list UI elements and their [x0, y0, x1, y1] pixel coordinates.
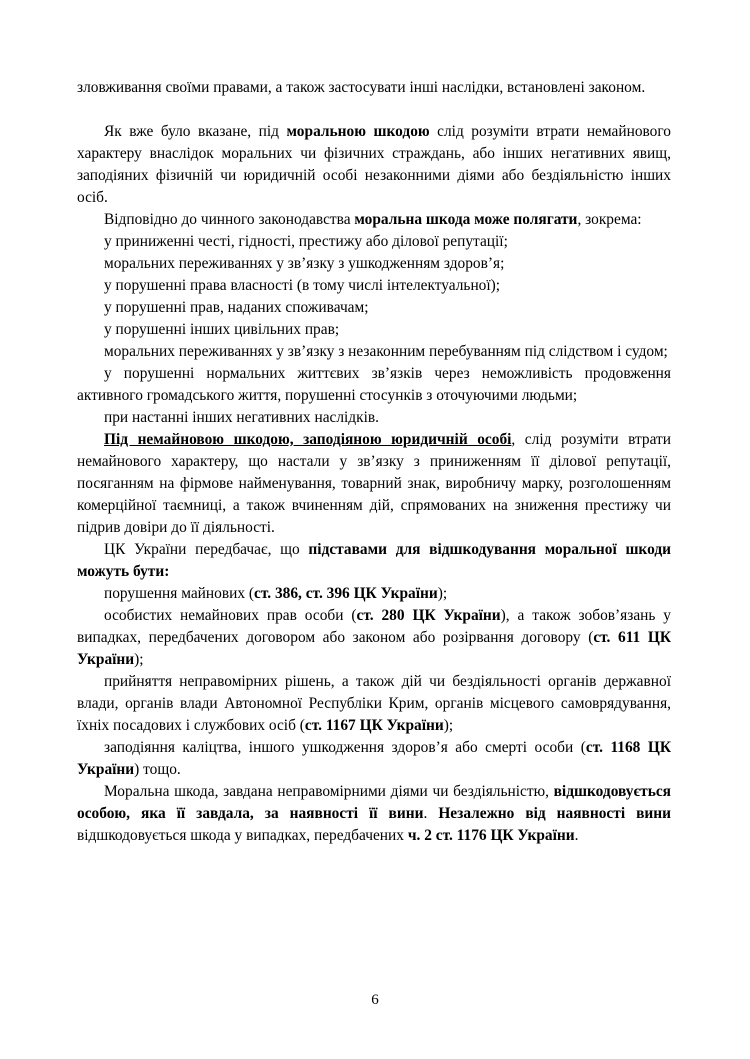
text-run: Як вже було вказане, під [104, 123, 287, 140]
text-run: Моральна шкода, завдана неправомірними діями чи бездіяльністю, [104, 783, 554, 800]
bold-underlined-term: Під немайновою шкодою, заподіяною юридичній особі [104, 431, 512, 448]
text-run: . [423, 805, 439, 822]
law-reference: ст. 386, ст. 396 ЦК України [254, 585, 438, 602]
text-run: заподіяння каліцтва, іншого ушкодження здоров’я або смерті особи ( [104, 739, 586, 756]
text-run: , слід розуміти втрати немайнового характеру, що настали у зв’язку з приниженням її ділової репутації, посяганням на фірмове найменування, товарний знак, виробничу марку, розголошенням комерційної таємниці, а також вчиненням дій, спрямованих на зниження престижу чи підрив довіри до її діяльності. [77, 431, 671, 536]
list-item: моральних переживаннях у зв’язку з незаконним перебуванням під слідством і судом; [104, 343, 668, 360]
bold-term: моральна шкода може полягати [354, 211, 578, 228]
list-item: у порушенні права власності (в тому числі інтелектуальної); [104, 277, 501, 294]
bold-term: моральною шкодою [286, 123, 430, 140]
law-reference: ст. 1167 ЦК України [304, 717, 444, 734]
paragraph-ground-personal-rights [77, 605, 671, 671]
text-run: ЦК України передбачає, що [104, 541, 309, 558]
paragraph-continuation [77, 77, 671, 99]
bold-term: відшкодовується особою, яка її завдала, за наявності її вини [77, 783, 671, 822]
text-run: , зокрема: [577, 211, 642, 228]
text-run: . [574, 827, 579, 844]
text-run: ) тощо. [134, 761, 181, 778]
paragraph-ground-authorities [77, 671, 671, 737]
list-item: у порушенні нормальних життєвих зв’язків через неможливість продовження активного громадського життя, порушенні стосунків з оточуючими людьми; [77, 365, 671, 404]
paragraph-text: зловживання своїми правами, а також застосувати інші наслідки, встановлені законом. [77, 79, 646, 96]
text-run: особистих немайнових прав особи ( [104, 607, 357, 624]
bold-term: Незалежно від наявності вини [438, 805, 671, 822]
law-reference: ст. 280 ЦК України [356, 607, 501, 624]
page-body [77, 77, 671, 847]
paragraph-compensation-rule [77, 781, 671, 847]
text-run: ); [443, 717, 454, 734]
text-run: ); [134, 651, 144, 668]
text-run: відшкодовується шкода у випадках, передбачених [77, 827, 408, 844]
page-number: 6 [371, 992, 379, 1008]
list-item: у порушенні інших цивільних прав; [104, 321, 340, 338]
text-run: слід розуміти втрати немайнового характеру внаслідок моральних чи фізичних страждань, або інших негативних явищ, заподіяних фізичній чи юридичній особі незаконними діями або бездіяльністю інших осіб. [77, 123, 671, 206]
text-run: порушення майнових ( [104, 585, 255, 602]
law-reference: ст. 611 ЦК України [77, 629, 671, 668]
list-item: при настанні інших негативних наслідків. [104, 409, 380, 426]
paragraph-grounds-intro [77, 539, 671, 583]
bold-term: підставами для відшкодування моральної шкоди можуть бути: [77, 541, 672, 580]
text-run: прийняття неправомірних рішень, а також дій чи бездіяльності органів державної влади, органів влади Автономної Республіки Крим, органів місцевого самоврядування, їхніх посадових і службових осіб ( [77, 673, 671, 734]
list-item: моральних переживаннях у зв’язку з ушкодженням здоров’я; [104, 255, 505, 272]
paragraph-forms-intro [77, 209, 671, 231]
text-run: ); [437, 585, 448, 602]
list-item: у порушенні прав, наданих споживачам; [104, 299, 369, 316]
list-item: у приниженні честі, гідності, престижу або ділової репутації; [104, 233, 508, 250]
text-run: ), а також зобов’язань у випадках, передбачених договором або законом або розірвання договору ( [77, 607, 672, 646]
paragraph-ground-property [77, 583, 671, 605]
paragraph-moral-damage-definition [77, 121, 671, 209]
paragraph-ground-injury [77, 737, 671, 781]
text-run: Відповідно до чинного законодавства [104, 211, 355, 228]
paragraph-legal-entity-damage [77, 429, 671, 539]
law-reference: ч. 2 ст. 1176 ЦК України [407, 827, 575, 844]
law-reference: ст. 1168 ЦК України [77, 739, 671, 778]
